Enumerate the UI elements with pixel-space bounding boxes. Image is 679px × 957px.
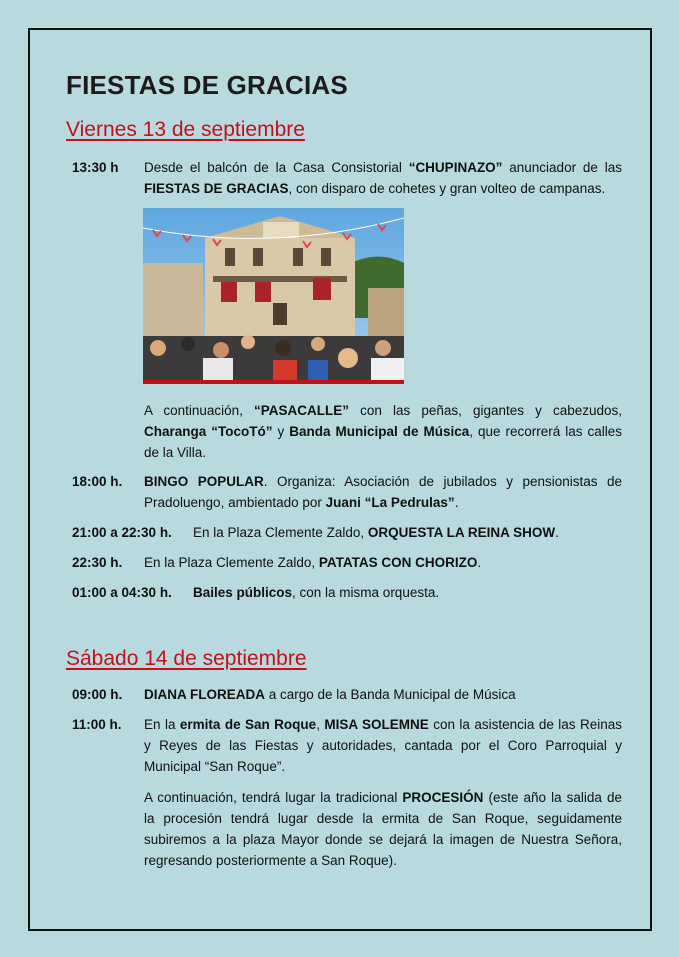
- event-time: 13:30 h: [72, 160, 119, 175]
- event-description: BINGO POPULAR. Organiza: Asociación de jubilados y pensionistas de Pradoluengo, ambientado por Juani “La Pedrulas”.: [144, 474, 622, 510]
- event-time: 11:00 h.: [72, 717, 122, 732]
- day-heading-friday: Viernes 13 de septiembre: [66, 118, 305, 141]
- event-description: DIANA FLOREADA a cargo de la Banda Municipal de Música: [144, 687, 516, 702]
- event-description: Desde el balcón de la Casa Consistorial “CHUPINAZO” anunciador de las FIESTAS DE GRACIAS, con disparo de cohetes y gran volteo de campanas.: [144, 160, 622, 196]
- town-hall-photo: [143, 208, 404, 384]
- event-time: 18:00 h.: [72, 474, 123, 489]
- day-heading-saturday: Sábado 14 de septiembre: [66, 647, 307, 670]
- event-description: A continuación, “PASACALLE” con las peñas, gigantes y cabezudos, Charanga “TocoTó” y Banda Municipal de Música, que recorrerá las calles de la Villa.: [144, 403, 622, 460]
- event-description: En la Plaza Clemente Zaldo, ORQUESTA LA REINA SHOW.: [193, 525, 559, 540]
- event-time: 22:30 h.: [72, 555, 123, 570]
- event-description: A continuación, tendrá lugar la tradicional PROCESIÓN (este año la salida de la procesión tendrá lugar desde la ermita de San Roque, seguidamente subiremos a la plaza Mayor donde se dejará la imagen de Nuestra Señora, regresando posteriormente a San Roque).: [144, 790, 622, 868]
- event-time: 01:00 a 04:30 h.: [72, 585, 172, 600]
- event-time: 09:00 h.: [72, 687, 123, 702]
- event-description: Bailes públicos, con la misma orquesta.: [193, 585, 440, 600]
- event-time: 21:00 a 22:30 h.: [72, 525, 172, 540]
- event-description: En la ermita de San Roque, MISA SOLEMNE con la asistencia de las Reinas y Reyes de las Fiestas y autoridades, cantada por el Coro Parroquial y Municipal “San Roque”.: [144, 717, 622, 774]
- page-title: FIESTAS DE GRACIAS: [66, 70, 348, 100]
- event-description: En la Plaza Clemente Zaldo, PATATAS CON CHORIZO.: [144, 555, 482, 570]
